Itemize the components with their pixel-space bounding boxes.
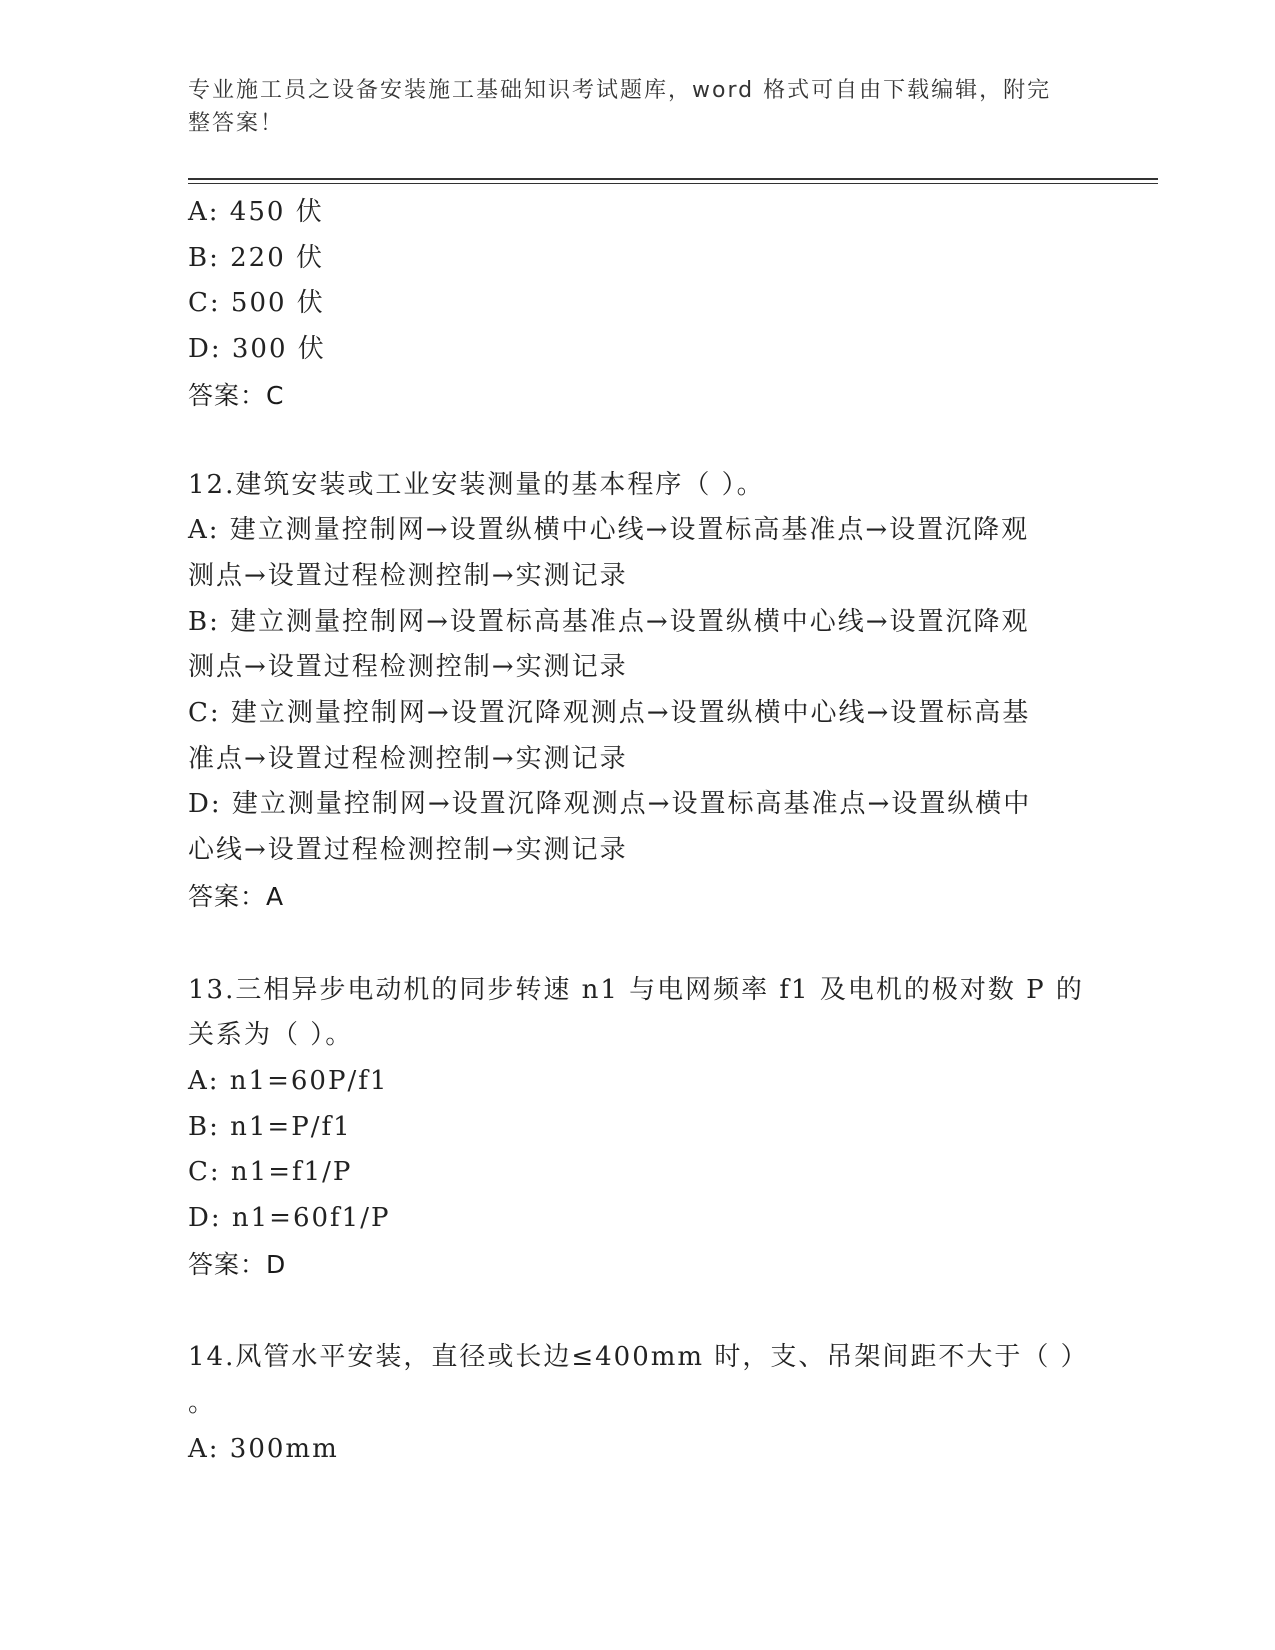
option-c-line-2: 准点→设置过程检测控制→实测记录 — [188, 743, 628, 774]
question-text-line-2: 关系为（ ）。 — [188, 1020, 354, 1051]
option-b-line-1: B: 建立测量控制网→设置标高基准点→设置纵横中心线→设置沉降观 — [188, 606, 1030, 637]
question-text-line-1: 13.三相异步电动机的同步转速 n1 与电网频率 f1 及电机的极对数 P 的 — [188, 974, 1084, 1005]
header-divider-thin — [188, 183, 1158, 184]
question-text: 12.建筑安装或工业安装测量的基本程序（ ）。 — [188, 469, 765, 500]
question-13 — [188, 968, 1088, 1288]
option-b: B: 220 伏 — [188, 242, 325, 273]
option-c-line-1: C: 建立测量控制网→设置沉降观测点→设置纵横中心线→设置标高基 — [188, 698, 1031, 729]
page-header — [188, 74, 1068, 140]
option-a: A: n1=60P/f1 — [188, 1065, 389, 1096]
option-d: D: 300 伏 — [188, 334, 326, 365]
question-text-line-1: 14.风管水平安装，直径或长边≤400mm 时，支、吊架间距不大于（ ） — [188, 1342, 1089, 1373]
option-a-line-1: A: 建立测量控制网→设置纵横中心线→设置标高基准点→设置沉降观 — [188, 515, 1030, 546]
option-c: C: 500 伏 — [188, 288, 325, 319]
question-14 — [188, 1335, 1088, 1472]
question-text-line-2: 。 — [188, 1388, 217, 1419]
option-a-line-2: 测点→设置过程检测控制→实测记录 — [188, 560, 628, 591]
answer-line: 答案：C — [188, 380, 285, 410]
option-d-line-1: D: 建立测量控制网→设置沉降观测点→设置标高基准点→设置纵横中 — [188, 789, 1032, 820]
option-c: C: n1=f1/P — [188, 1157, 353, 1188]
header-line-1: 专业施工员之设备安装施工基础知识考试题库，word 格式可自由下载编辑，附完 — [188, 78, 1052, 103]
option-b-line-2: 测点→设置过程检测控制→实测记录 — [188, 652, 628, 683]
header-divider-thick — [188, 178, 1158, 180]
answer-line: 答案：A — [188, 881, 285, 911]
option-b: B: n1=P/f1 — [188, 1111, 352, 1142]
answer-line: 答案：D — [188, 1249, 287, 1279]
spacer — [188, 920, 1088, 968]
option-a: A: 450 伏 — [188, 197, 324, 227]
question-12 — [188, 463, 1088, 920]
question-11-options — [188, 190, 1088, 419]
option-d: D: n1=60f1/P — [188, 1203, 391, 1234]
question-content — [188, 190, 1088, 1473]
option-a: A: 300mm — [188, 1433, 339, 1464]
header-line-2: 整答案！ — [188, 111, 285, 136]
option-d-line-2: 心线→设置过程检测控制→实测记录 — [188, 835, 628, 866]
spacer — [188, 1287, 1088, 1335]
spacer — [188, 419, 1088, 463]
